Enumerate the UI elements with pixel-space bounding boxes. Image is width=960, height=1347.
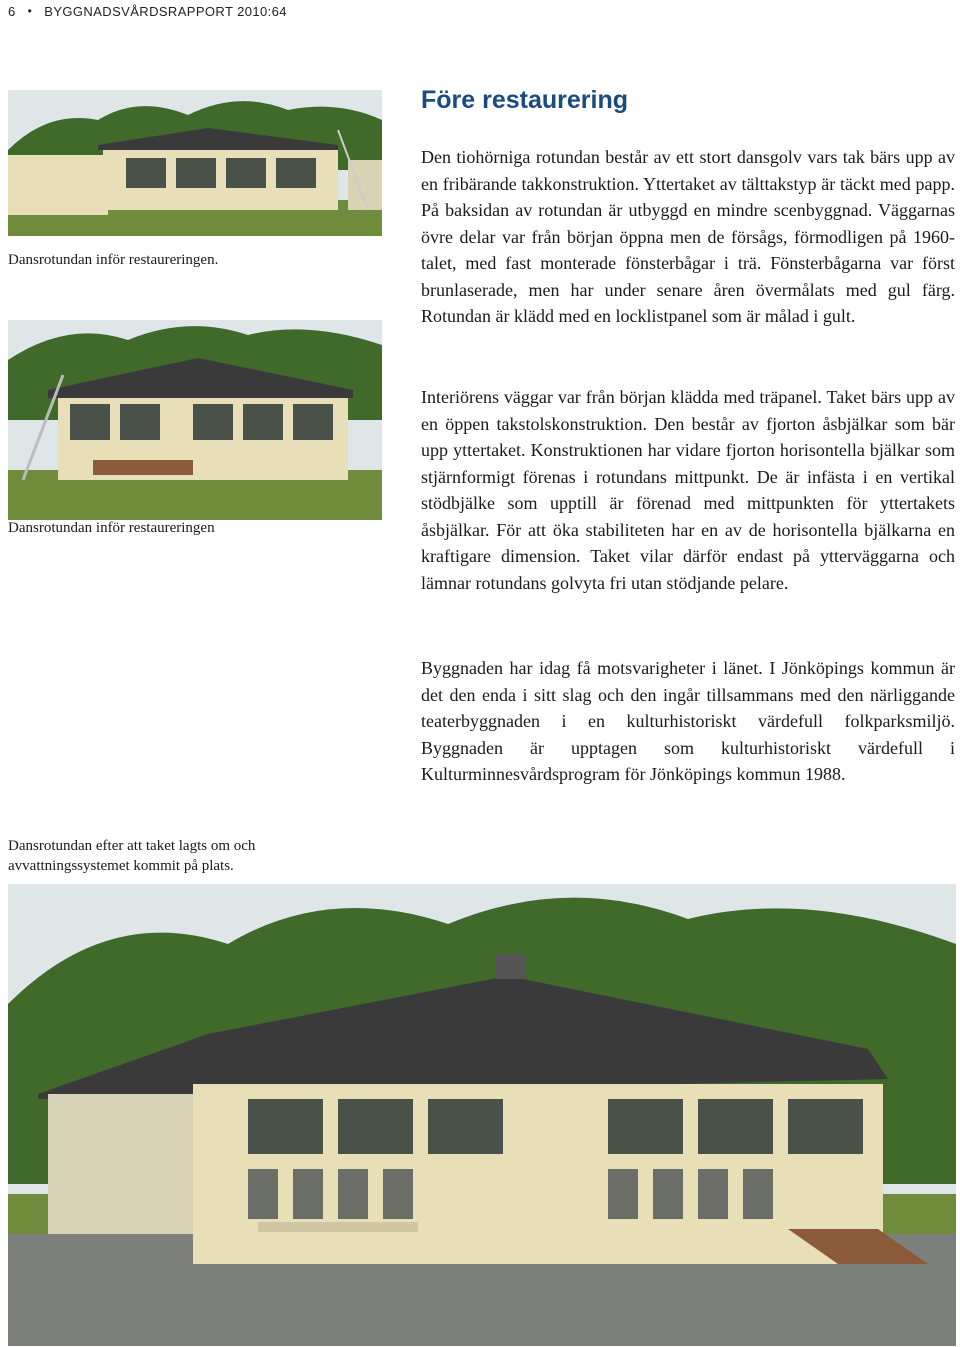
caption-photo-1: Dansrotundan inför restaureringen. xyxy=(8,252,219,268)
header-bullet: • xyxy=(27,4,33,18)
photo-rotunda-after xyxy=(8,884,956,1346)
article-paragraph-3: Byggnaden har idag få motsvarigheter i länet. I Jönköpings kommun är det den enda i sitt slag och den ingår tillsammans med den närliggande teaterbyggnaden i en kulturhistoriskt värdefull folkparksmiljö. Byggnaden är upptagen som kulturhistoriskt värdefull i Kulturminnesvårdsprogram för Jönköpings kommun 1988. xyxy=(421,658,955,784)
caption-photo-3: Dansrotundan efter att taket lagts om och avvattningssystemet kommit på plats. xyxy=(8,838,256,874)
page-header xyxy=(8,0,287,22)
photo-rotunda-before-2 xyxy=(8,320,382,520)
publication-title: BYGGNADSVÅRDSRAPPORT 2010:64 xyxy=(44,3,287,19)
article-paragraph-2: Interiörens väggar var från början klädda med träpanel. Taket bärs upp av en öppen takstolskonstruktion. Den består av fjorton åsbjälkar som bär upp yttertaket. Konstruktionen har vidare fjorton horisontella bjälkar som stjärnformigt förenas i rotundans mittpunkt. De är infästa i en vertikal stödbjälke som upptill är förenad med mittpunkten för yttertakets åsbjälkar. För att öka stabiliteten har en av de horisontella bjälkarna en kraftigare dimension. Taket vilar därför endast på ytterväggarna och lämnar rotundans golvyta fri utan stödjande pelare. xyxy=(421,387,955,593)
article-paragraph-1: Den tiohörniga rotundan består av ett stort dansgolv vars tak bärs upp av en fribärande takkonstruktion. Yttertaket av tälttakstyp är täckt med papp. På baksidan av rotundan är utbyggd en mindre scenbyggnad. Väggarnas övre delar var från början öppna men de försågs, förmodligen på 1960-talet, med fast monterade fönsterbågar i trä. Fönsterbågarna var först brunlaserade, men har under senare åren övermålats med gul färg. Rotundan är klädd med en locklistpanel som är målad i gult. xyxy=(421,147,955,326)
photo-rotunda-before-1 xyxy=(8,90,382,236)
caption-photo-2: Dansrotundan inför restaureringen xyxy=(8,520,215,536)
article-title: Före restaurering xyxy=(421,86,629,114)
page-number: 6 xyxy=(8,3,16,19)
